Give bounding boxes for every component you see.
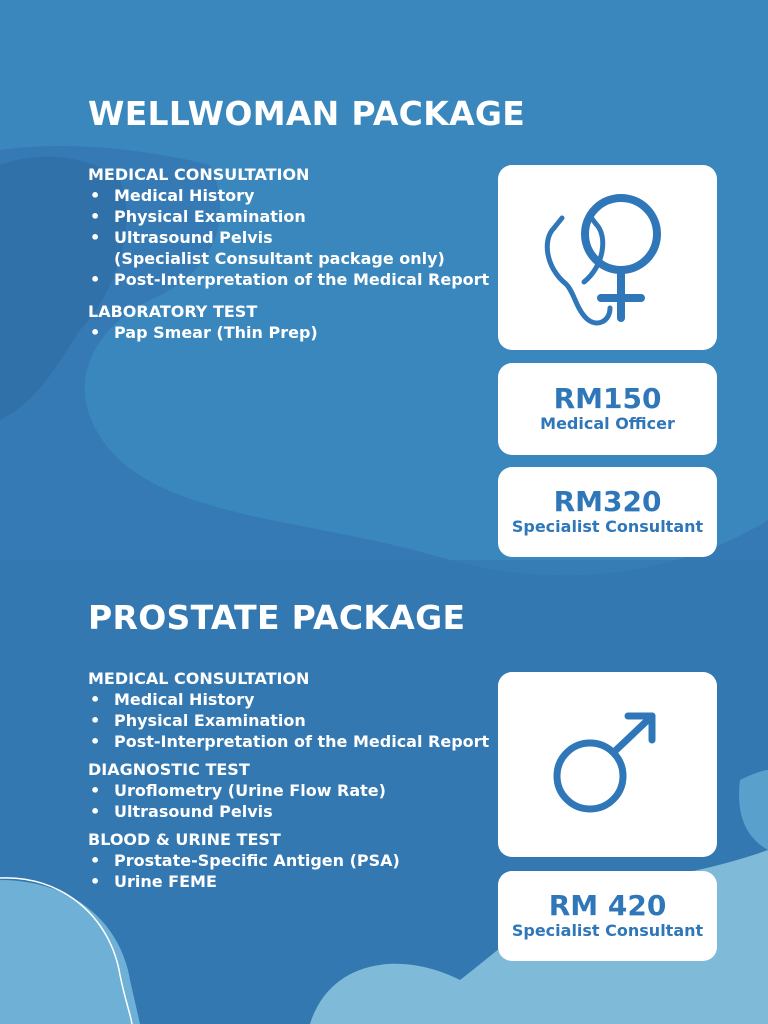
price-tier: Specialist Consultant [511,517,704,536]
list-item: • Urine FEME [88,871,508,892]
wellwoman-laboratory-list [88,322,508,343]
list-item: • Physical Examination [88,206,508,227]
wellwoman-icon-card [498,165,717,350]
prostate-icon-card [498,672,717,857]
prostate-blood-urine-list [88,850,508,892]
list-item: • Pap Smear (Thin Prep) [88,322,508,343]
ultrasound-note: (Specialist Consultant package only) [114,249,445,268]
prostate-details [88,669,508,892]
wellwoman-consultation-heading: MEDICAL CONSULTATION [88,165,310,184]
list-item: • Prostate-Specific Antigen (PSA) [88,850,508,871]
wellwoman-price-specialist [498,467,717,557]
wellwoman-consultation-list [88,185,508,290]
list-item: • Uroflometry (Urine Flow Rate) [88,780,508,801]
list-item: • Physical Examination [88,710,508,731]
price-amount: RM320 [553,485,662,518]
prostate-blood-urine-heading: BLOOD & URINE TEST [88,830,281,849]
list-item: • Post-Interpretation of the Medical Report [88,269,508,290]
female-stethoscope-icon [538,188,678,328]
prostate-price-specialist [498,871,717,961]
list-item: • Ultrasound Pelvis [88,801,508,822]
wellwoman-title: WELLWOMAN PACKAGE [88,94,526,133]
price-tier: Medical Officer [540,414,675,433]
male-symbol-icon [548,710,668,820]
prostate-title: PROSTATE PACKAGE [88,598,466,637]
prostate-diagnostic-list [88,780,508,822]
price-amount: RM 420 [548,889,667,922]
wellwoman-price-medical-officer [498,363,717,455]
list-item: • Medical History [88,689,508,710]
price-tier: Specialist Consultant [511,921,704,940]
prostate-diagnostic-heading: DIAGNOSTIC TEST [88,760,250,779]
prostate-consultation-list [88,689,508,752]
list-item: • Medical History [88,185,508,206]
prostate-consultation-heading: MEDICAL CONSULTATION [88,669,310,688]
wellwoman-details [88,165,508,343]
wellwoman-laboratory-heading: LABORATORY TEST [88,302,258,321]
list-item: • Post-Interpretation of the Medical Report [88,731,508,752]
price-amount: RM150 [553,382,662,415]
list-item: • Ultrasound Pelvis (Specialist Consultant package only) [88,227,508,269]
